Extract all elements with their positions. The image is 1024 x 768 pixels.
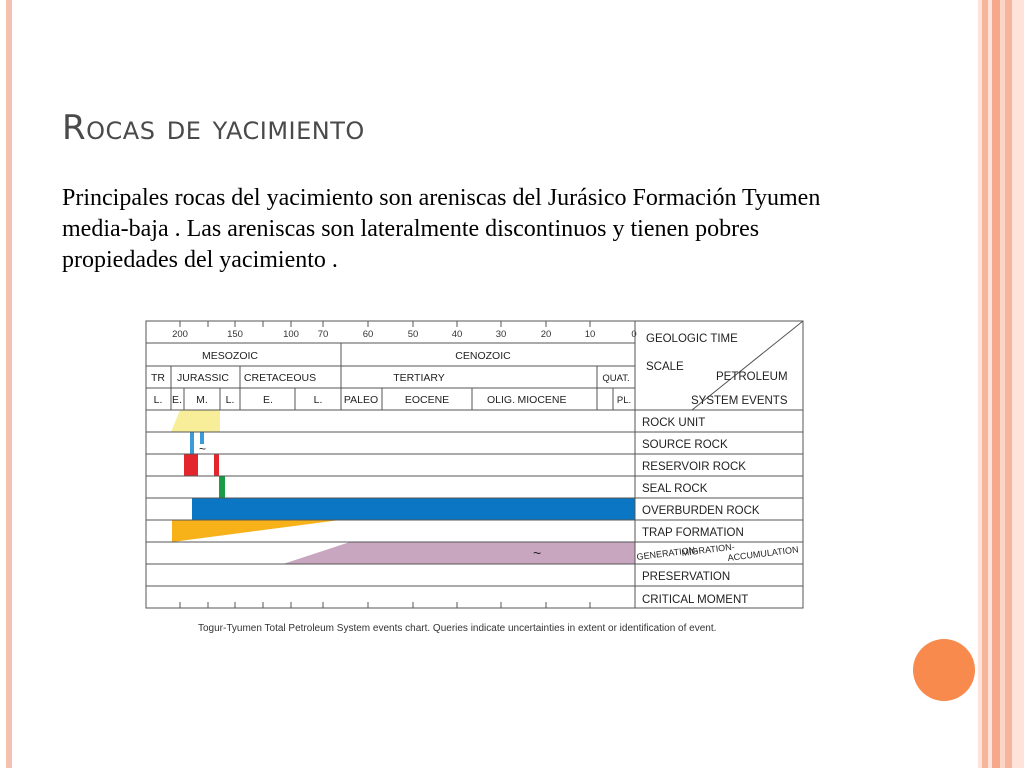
tick-label: 70	[317, 329, 329, 340]
epoch-label: M.	[196, 394, 208, 406]
epoch-label: PALEO	[343, 394, 379, 406]
row-label-seal-rock: SEAL ROCK	[642, 483, 708, 495]
right-decorative-stripes	[978, 0, 1024, 768]
events-chart	[140, 318, 810, 638]
tick-label: 50	[407, 329, 419, 340]
query-mark-gma: ~	[533, 545, 542, 561]
reservoir-rock-bar-1	[184, 454, 198, 476]
row-label-reservoir-rock: RESERVOIR ROCK	[642, 461, 746, 473]
slide-body-text: Principales rocas del yacimiento son areniscas del Jurásico Formación Tyumen media-baja . Las areniscas son lateralmente discontinuos y tienen pobres propiedades del yacimiento .	[62, 185, 821, 273]
row-label-source-rock: SOURCE ROCK	[642, 439, 728, 451]
slide-title: Rocas de yacimiento	[62, 108, 365, 148]
tick-label: 10	[584, 329, 596, 340]
tick-label: 150	[227, 329, 243, 340]
epoch-label: EOCENE	[404, 394, 450, 406]
period-label: JURASSIC	[177, 372, 229, 384]
tick-label: 60	[362, 329, 374, 340]
gma-accumulation: ACCUMULATION	[727, 544, 800, 563]
left-frame-line	[6, 0, 12, 768]
query-mark-source: ~	[199, 442, 207, 456]
seal-rock-bar	[219, 476, 225, 498]
generation-migration-wedge	[283, 542, 635, 564]
period-label: CRETACEOUS	[243, 372, 317, 384]
row-label-preservation: PRESERVATION	[642, 571, 731, 583]
tick-label: 0	[631, 329, 637, 340]
gma-generation: GENERATION-	[636, 544, 699, 562]
epoch-label: OLIG.	[486, 394, 516, 406]
epoch-label: MIOCENE	[517, 394, 567, 406]
row-labels	[642, 417, 760, 606]
era-label: CENOZOIC	[455, 350, 511, 362]
tick-label: 20	[540, 329, 552, 340]
overburden-rock-bar	[192, 498, 635, 520]
scale-label: SCALE	[646, 361, 684, 373]
period-label: TR	[151, 372, 165, 384]
tick-marks	[180, 321, 590, 608]
tick-label: 30	[495, 329, 507, 340]
events-chart-svg	[140, 318, 810, 638]
petroleum-label: PETROLEUM	[716, 371, 788, 383]
epoch-label: E.	[263, 394, 273, 406]
timescale-labels	[151, 350, 631, 406]
epoch-label: PL.	[616, 395, 632, 406]
header-labels	[646, 333, 788, 407]
trap-formation-wedge	[172, 520, 340, 542]
rock-unit-bar	[171, 410, 220, 432]
period-label: QUAT.	[602, 373, 630, 384]
row-label-critical-moment: CRITICAL MOMENT	[642, 594, 749, 606]
geologic-time-label: GEOLOGIC TIME	[646, 333, 738, 345]
reservoir-rock-bar-2	[214, 454, 219, 476]
epoch-label: L.	[313, 394, 323, 406]
epoch-label: E.	[172, 394, 182, 406]
tick-label: 100	[283, 329, 299, 340]
row-label-overburden-rock: OVERBURDEN ROCK	[642, 505, 760, 517]
epoch-label: L.	[153, 394, 163, 406]
epoch-label: L.	[225, 394, 235, 406]
time-axis	[172, 329, 637, 340]
gma-label	[636, 542, 799, 563]
accent-circle	[913, 639, 975, 701]
system-events-label: SYSTEM EVENTS	[691, 395, 788, 407]
event-bars	[171, 410, 635, 564]
era-label: MESOZOIC	[201, 350, 259, 362]
period-label: TERTIARY	[393, 372, 445, 384]
row-label-trap-formation: TRAP FORMATION	[642, 527, 744, 539]
source-rock-bar-1	[190, 432, 194, 454]
tick-label: 200	[172, 329, 188, 340]
tick-label: 40	[451, 329, 463, 340]
gma-migration: MIGRATION-	[681, 541, 736, 558]
chart-caption: Togur-Tyumen Total Petroleum System events chart. Queries indicate uncertainties in extent or identification of event.	[198, 623, 717, 634]
row-label-rock-unit: ROCK UNIT	[642, 417, 706, 429]
